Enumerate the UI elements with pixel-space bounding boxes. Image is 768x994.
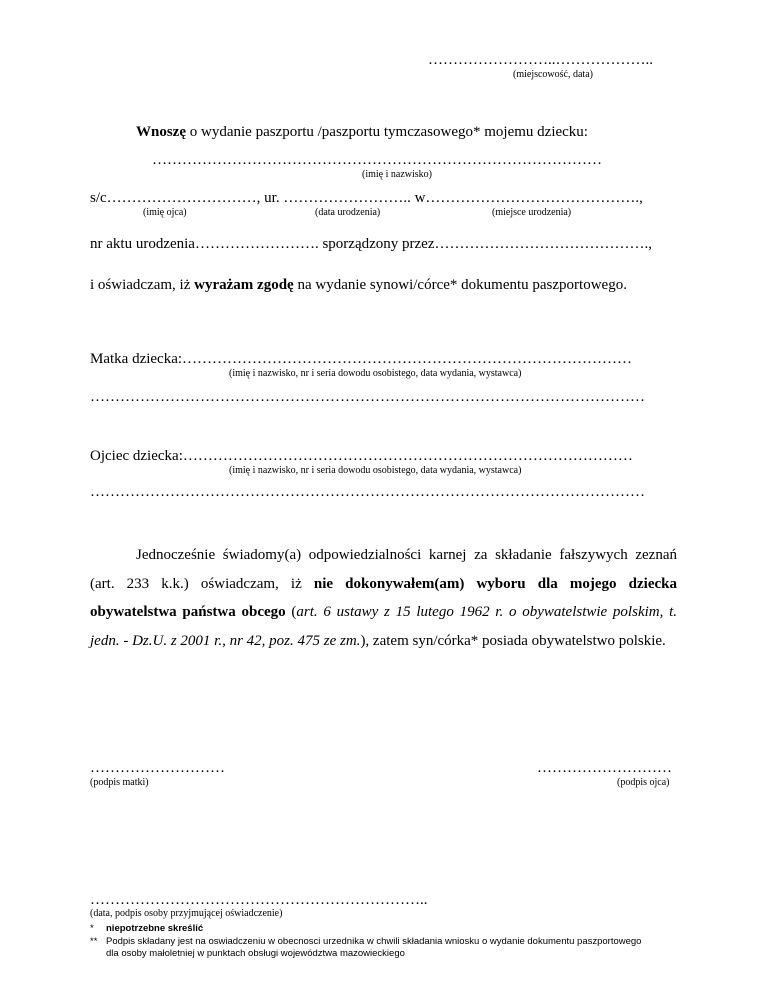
father-signature-caption: (podpis ojca)	[617, 777, 670, 788]
statement-text-1: Jednocześnie świadomy(a) odpowiedzialności karnej za składanie fałszywych zeznań (art. 233 k.k.) oświadczam, iż	[90, 547, 677, 592]
statement-text-2: (	[285, 604, 297, 621]
father-name-caption: (imię ojca)	[143, 207, 187, 218]
consent-bold: wyrażam zgodę	[194, 277, 294, 293]
footnote-1	[90, 923, 203, 934]
footnote-1-text: niepotrzebne skreślić	[106, 923, 204, 934]
statement-text-3: ), zatem syn/córka* posiada obywatelstwo polskie.	[360, 632, 666, 649]
request-text: o wydanie paszportu /paszportu tymczasowego* mojemu dziecku:	[186, 124, 588, 140]
mother-signature-caption: (podpis matki)	[90, 777, 149, 788]
statement-bold: nie dokonywałem(am) wyboru dla mojego dziecka obywatelstwa państwa obcego	[90, 575, 677, 621]
mother-caption: (imię i nazwisko, nr i seria dowodu osobistego, data wydania, wystawca)	[229, 368, 522, 379]
birth-line[interactable]: s/c…………………………, ur. …………………….. w…………………………………….,	[90, 190, 643, 206]
request-sentence	[136, 124, 588, 141]
consent-sentence	[90, 277, 627, 294]
birth-place-caption: (miejsce urodzenia)	[492, 207, 572, 218]
father-line[interactable]: Ojciec dziecka:………………………………………………………………………………	[90, 448, 633, 464]
child-name-line[interactable]: ………………………………………………………………………………	[152, 152, 602, 168]
footnote-2	[90, 936, 641, 947]
footnote-2-mark: **	[90, 936, 98, 947]
request-bold-word: Wnoszę	[136, 124, 186, 140]
footnote-2-continuation: dla osoby małoletniej w punktach obsługi województwa mazowieckiego	[106, 948, 405, 959]
mother-signature-line[interactable]: ………………………	[90, 760, 225, 776]
place-date-line[interactable]: ……………………..………………..	[428, 52, 653, 68]
place-date-caption: (miejscowość, data)	[513, 69, 593, 80]
child-name-caption: (imię i nazwisko)	[362, 169, 432, 180]
statement-legal-ref: art. 6 ustawy z 15 lutego 1962 r. o obywatelstwie polskim, t. jedn. - Dz.U. z 2001 r., nr 42, poz. 475 ze zm.	[90, 604, 678, 649]
footnote-2-text-1: Podpis składany jest na oswiadczeniu w obecnosci urzednika w chwili składania wniosku o wydanie dokumentu paszportowego	[106, 936, 642, 947]
official-signature-line[interactable]: …………………………………………………………..	[90, 892, 428, 908]
father-line-2[interactable]: …………………………………………………………………………………………………	[90, 484, 645, 500]
consent-suffix: na wydanie synowi/córce* dokumentu paszportowego.	[293, 277, 627, 293]
father-signature-line[interactable]: ………………………	[537, 760, 672, 776]
father-caption: (imię i nazwisko, nr i seria dowodu osobistego, data wydania, wystawca)	[229, 465, 522, 476]
mother-line[interactable]: Matka dziecka:………………………………………………………………………………	[90, 351, 633, 367]
consent-prefix: i oświadczam, iż	[90, 277, 195, 293]
footnote-1-mark: *	[90, 923, 94, 934]
statement-paragraph	[90, 541, 677, 655]
mother-line-2[interactable]: …………………………………………………………………………………………………	[90, 389, 645, 405]
birth-date-caption: (data urodzenia)	[315, 207, 381, 218]
certificate-line[interactable]: nr aktu urodzenia……………………. sporządzony przez…………………………………….,	[90, 236, 652, 252]
official-signature-caption: (data, podpis osoby przyjmującej oświadczenie)	[90, 908, 283, 919]
